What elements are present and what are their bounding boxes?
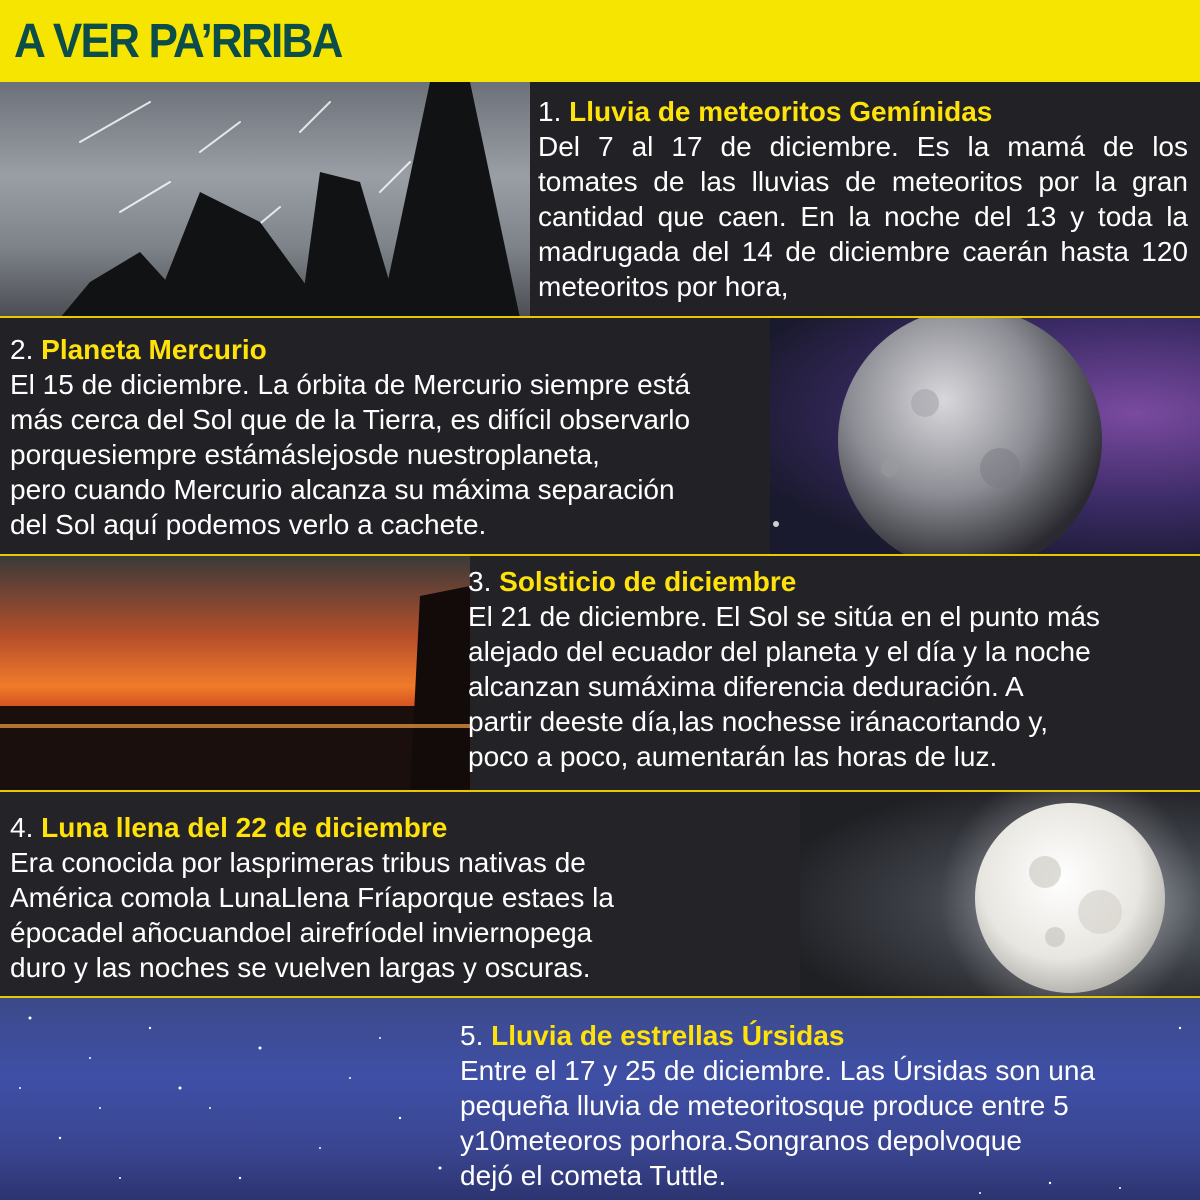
mercury-photo	[770, 318, 1200, 556]
item-4-body: Era conocida por lasprimeras tribus nativas de América comola LunaLlena Fríaporque estaes la épocadel añocuandoel airefríodel inviernopega duro y las noches se vuelven largas y oscuras.	[10, 847, 614, 983]
item-4-name: Luna llena del 22 de diciembre	[41, 812, 448, 843]
meteor-shower-photo	[0, 82, 530, 318]
item-1-title	[538, 94, 1188, 129]
item-5-title	[460, 1018, 1190, 1053]
mercury-planet-illustration	[770, 318, 1200, 556]
section-ursidas	[0, 998, 1200, 1200]
full-moon-photo	[800, 792, 1200, 998]
item-4-title	[10, 810, 810, 845]
item-5-body: Entre el 17 y 25 de diciembre. Las Úrsidas son una pequeña lluvia de meteoritosque produce entre 5 y10meteoros porhora.Songranos depolvoque dejó el cometa Tuttle.	[460, 1055, 1096, 1191]
item-4-number: 4.	[10, 812, 34, 843]
item-1-text	[538, 94, 1188, 304]
section-geminidas	[0, 82, 1200, 318]
section-mercurio	[0, 318, 1200, 556]
item-2-name: Planeta Mercurio	[41, 334, 267, 365]
item-1-name: Lluvia de meteoritos Gemínidas	[569, 96, 993, 127]
header-banner	[0, 0, 1200, 82]
full-moon-illustration	[800, 792, 1200, 998]
item-1-body: Del 7 al 17 de diciembre. Es la mamá de los tomates de las lluvias de meteoritos por la gran cantidad que caen. En la noche del 13 y toda la madrugada del 14 de diciembre caerán hasta 120 meteoritos por hora,	[538, 131, 1188, 302]
item-5-text	[460, 1018, 1190, 1193]
meteor-trees-illustration	[0, 82, 530, 318]
item-2-body: El 15 de diciembre. La órbita de Mercurio siempre está más cerca del Sol que de la Tierra, es difícil observarlo porquesiempre estámáslejosde nuestroplaneta, pero cuando Mercurio alcanza su máxima separación del Sol aquí podemos verlo a cachete.	[10, 369, 691, 540]
sunset-illustration	[0, 556, 470, 792]
section-luna-llena	[0, 792, 1200, 998]
item-2-number: 2.	[10, 334, 34, 365]
sunset-photo	[0, 556, 470, 792]
item-2-title	[10, 332, 810, 367]
item-2-text	[10, 332, 810, 542]
item-3-text	[468, 564, 1196, 774]
item-4-text	[10, 810, 810, 985]
item-3-number: 3.	[468, 566, 492, 597]
item-5-name: Lluvia de estrellas Úrsidas	[491, 1020, 845, 1051]
item-3-body: El 21 de diciembre. El Sol se sitúa en el punto más alejado del ecuador del planeta y el día y la noche alcanzan sumáxima diferencia deduración. A partir deeste día,las nochesse iránacortando y, poco a poco, aumentarán las horas de luz.	[468, 601, 1100, 772]
item-1-number: 1.	[538, 96, 562, 127]
section-solsticio	[0, 556, 1200, 792]
page-title: A VER PA’RRIBA	[14, 15, 342, 68]
item-3-title	[468, 564, 1196, 599]
item-5-number: 5.	[460, 1020, 484, 1051]
item-3-name: Solsticio de diciembre	[499, 566, 797, 597]
